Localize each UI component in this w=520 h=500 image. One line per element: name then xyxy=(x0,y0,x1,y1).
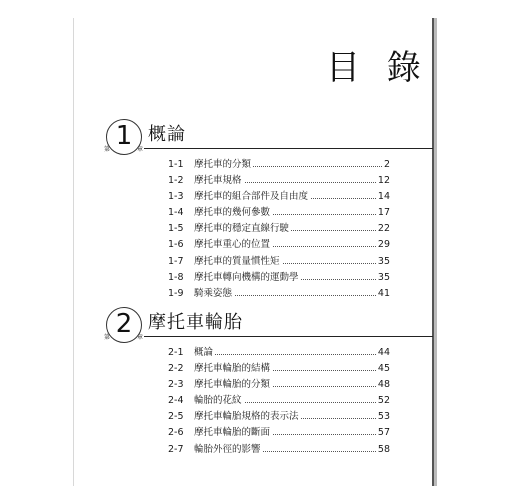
toc-entry[interactable] xyxy=(100,173,420,189)
entry-title: 概論 xyxy=(194,345,215,361)
entry-number: 2-4 xyxy=(168,395,184,407)
entry-number: 1-3 xyxy=(168,191,184,203)
entry-number: 1-7 xyxy=(168,255,184,267)
entry-page: 35 xyxy=(376,270,390,286)
chapter-1 xyxy=(100,117,420,302)
entry-list xyxy=(100,345,420,458)
toc-entry[interactable] xyxy=(100,189,420,205)
chapter-2 xyxy=(100,305,420,458)
chapter-suffix: 章 xyxy=(137,334,144,341)
entry-title: 摩托車的組合部件及自由度 xyxy=(194,189,310,205)
entry-title: 輪胎的花紋 xyxy=(194,393,244,409)
toc-entry[interactable] xyxy=(100,270,420,286)
entry-title: 摩托車的分類 xyxy=(194,157,253,173)
entry-page: 2 xyxy=(382,157,390,173)
entry-number: 2-3 xyxy=(168,379,184,391)
chapter-suffix: 章 xyxy=(137,146,144,153)
chapter-title: 概論 xyxy=(148,124,186,145)
entry-page: 53 xyxy=(376,409,390,425)
entry-list xyxy=(100,157,420,302)
toc-entry[interactable] xyxy=(100,157,420,173)
chapter-title: 摩托車輪胎 xyxy=(148,312,243,333)
entry-page: 12 xyxy=(376,173,390,189)
chapter-divider xyxy=(144,336,433,337)
toc-entry[interactable] xyxy=(100,409,420,425)
entry-number: 2-5 xyxy=(168,411,184,423)
toc-entry[interactable] xyxy=(100,393,420,409)
entry-number: 1-5 xyxy=(168,223,184,235)
entry-title: 摩托車輪胎規格的表示法 xyxy=(194,409,301,425)
chapter-heading xyxy=(100,305,420,345)
chapter-number-badge xyxy=(106,119,142,155)
dot-leader xyxy=(194,354,388,355)
chapter-heading xyxy=(100,117,420,157)
entry-title: 摩托車轉向機構的運動學 xyxy=(194,270,301,286)
toc-entry[interactable] xyxy=(100,237,420,253)
entry-page: 41 xyxy=(376,286,390,302)
chapter-number-badge xyxy=(106,307,142,343)
entry-title: 摩托車的幾何參數 xyxy=(194,205,272,221)
entry-number: 1-1 xyxy=(168,159,184,170)
toc-title: 目 錄 xyxy=(326,48,429,88)
toc-entry[interactable] xyxy=(100,361,420,377)
entry-page: 52 xyxy=(376,393,390,409)
entry-title: 摩托車輪胎的結構 xyxy=(194,361,272,377)
entry-number: 1-2 xyxy=(168,175,184,187)
entry-page: 58 xyxy=(376,442,390,458)
toc-entry[interactable] xyxy=(100,442,420,458)
entry-page: 44 xyxy=(376,345,390,361)
toc-entry[interactable] xyxy=(100,425,420,441)
entry-page: 57 xyxy=(376,425,390,441)
entry-title: 騎乘姿態 xyxy=(194,286,234,302)
entry-number: 1-6 xyxy=(168,239,184,251)
chapter-number: 1 xyxy=(115,121,133,151)
entry-number: 2-1 xyxy=(168,347,184,358)
chapter-number: 2 xyxy=(115,309,133,339)
entry-number: 1-9 xyxy=(168,287,184,299)
toc-entry[interactable] xyxy=(100,254,420,270)
entry-number: 1-4 xyxy=(168,207,184,219)
entry-page: 45 xyxy=(376,361,390,377)
toc-entry[interactable] xyxy=(100,205,420,221)
entry-page: 17 xyxy=(376,205,390,221)
entry-title: 摩托車重心的位置 xyxy=(194,237,272,253)
entry-page: 22 xyxy=(376,221,390,237)
chapter-prefix: 第 xyxy=(104,334,111,341)
entry-page: 14 xyxy=(376,189,390,205)
toc-entry[interactable] xyxy=(100,221,420,237)
chapter-divider xyxy=(144,148,433,149)
entry-number: 1-8 xyxy=(168,271,184,283)
entry-title: 摩托車輪胎的斷面 xyxy=(194,425,272,441)
page-shadow xyxy=(434,18,437,486)
toc-entry[interactable] xyxy=(100,345,420,361)
chapter-prefix: 第 xyxy=(104,146,111,153)
entry-title: 輪胎外徑的影響 xyxy=(194,442,263,458)
entry-title: 摩托車規格 xyxy=(194,173,244,189)
entry-number: 2-2 xyxy=(168,363,184,375)
page-edge-left xyxy=(73,18,74,486)
toc-entry[interactable] xyxy=(100,286,420,302)
entry-page: 48 xyxy=(376,377,390,393)
toc-entry[interactable] xyxy=(100,377,420,393)
entry-title: 摩托車的穩定直線行駛 xyxy=(194,221,291,237)
entry-page: 29 xyxy=(376,237,390,253)
entry-number: 2-6 xyxy=(168,427,184,439)
entry-number: 2-7 xyxy=(168,443,184,455)
entry-title: 摩托車的質量慣性矩 xyxy=(194,254,282,270)
entry-title: 摩托車輪胎的分類 xyxy=(194,377,272,393)
entry-page: 35 xyxy=(376,254,390,270)
